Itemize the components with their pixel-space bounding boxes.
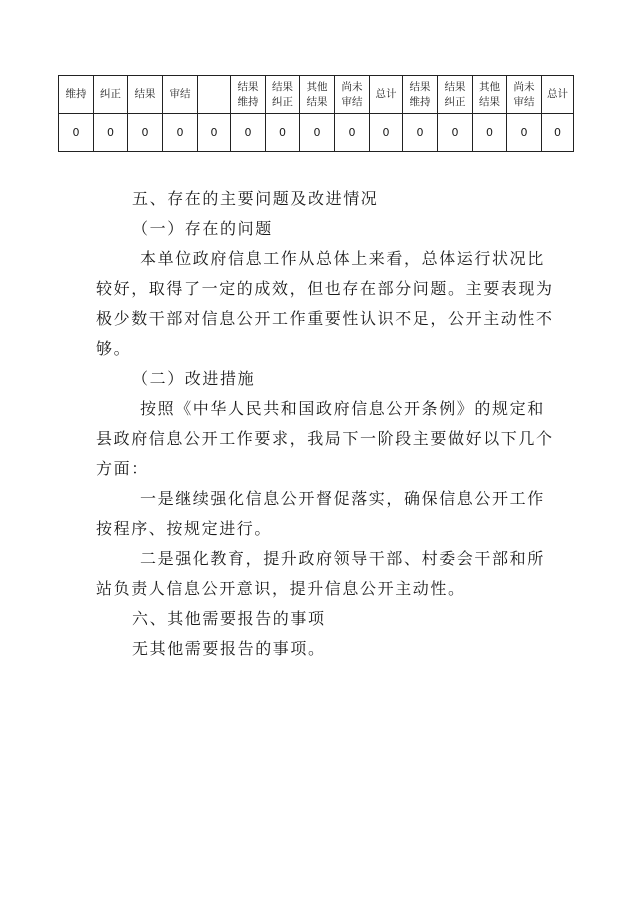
improvement-item-2: 二是强化教育，提升政府领导干部、村委会干部和所站负责人信息公开意识，提升信息公开主动性。 <box>96 549 545 598</box>
value-cell: 0 <box>266 114 300 152</box>
value-cell: 0 <box>473 114 507 152</box>
subsection-problems-heading: （一）存在的问题 <box>132 219 273 238</box>
header-cell: 其他 结果 <box>300 76 335 114</box>
header-cell: 纠正 <box>94 76 128 114</box>
value-cell: 0 <box>335 114 370 152</box>
value-cell: 0 <box>438 114 473 152</box>
header-cell: 总计 <box>370 76 403 114</box>
subsection-improvements-heading: （二）改进措施 <box>132 369 256 388</box>
value-cell: 0 <box>198 114 231 152</box>
value-cell: 0 <box>128 114 163 152</box>
header-cell: 结果 维持 <box>231 76 266 114</box>
header-cell: 总计 <box>542 76 574 114</box>
value-cell: 0 <box>542 114 574 152</box>
header-cell: 结果 纠正 <box>438 76 473 114</box>
header-cell: 审结 <box>163 76 198 114</box>
header-cell: 结果 <box>128 76 163 114</box>
header-cell: 维持 <box>59 76 94 114</box>
section-six-heading: 六、其他需要报告的事项 <box>132 609 326 628</box>
problems-paragraph: 本单位政府信息工作从总体上来看，总体运行状况比较好，取得了一定的成效，但也存在部分问题。主要表现为极少数干部对信息公开工作重要性认识不足，公开主动性不够。 <box>96 249 554 358</box>
section-five-heading: 五、存在的主要问题及改进情况 <box>132 189 379 208</box>
table-header-row <box>59 76 574 114</box>
value-cell: 0 <box>507 114 542 152</box>
value-cell: 0 <box>59 114 94 152</box>
header-cell <box>198 76 231 114</box>
header-cell: 结果 维持 <box>403 76 438 114</box>
header-cell: 尚未 审结 <box>507 76 542 114</box>
improvements-paragraph: 按照《中华人民共和国政府信息公开条例》的规定和县政府信息公开工作要求，我局下一阶段主要做好以下几个方面： <box>96 399 554 478</box>
table-value-row <box>59 114 574 152</box>
improvement-item-1: 一是继续强化信息公开督促落实，确保信息公开工作按程序、按规定进行。 <box>96 489 545 538</box>
header-cell: 其他 结果 <box>473 76 507 114</box>
value-cell: 0 <box>231 114 266 152</box>
header-cell: 尚未 审结 <box>335 76 370 114</box>
section-six-paragraph: 无其他需要报告的事项。 <box>132 639 326 658</box>
value-cell: 0 <box>163 114 198 152</box>
header-cell: 结果 纠正 <box>266 76 300 114</box>
value-cell: 0 <box>370 114 403 152</box>
value-cell: 0 <box>403 114 438 152</box>
statistics-table <box>58 75 574 152</box>
document-body <box>96 184 556 664</box>
value-cell: 0 <box>94 114 128 152</box>
value-cell: 0 <box>300 114 335 152</box>
